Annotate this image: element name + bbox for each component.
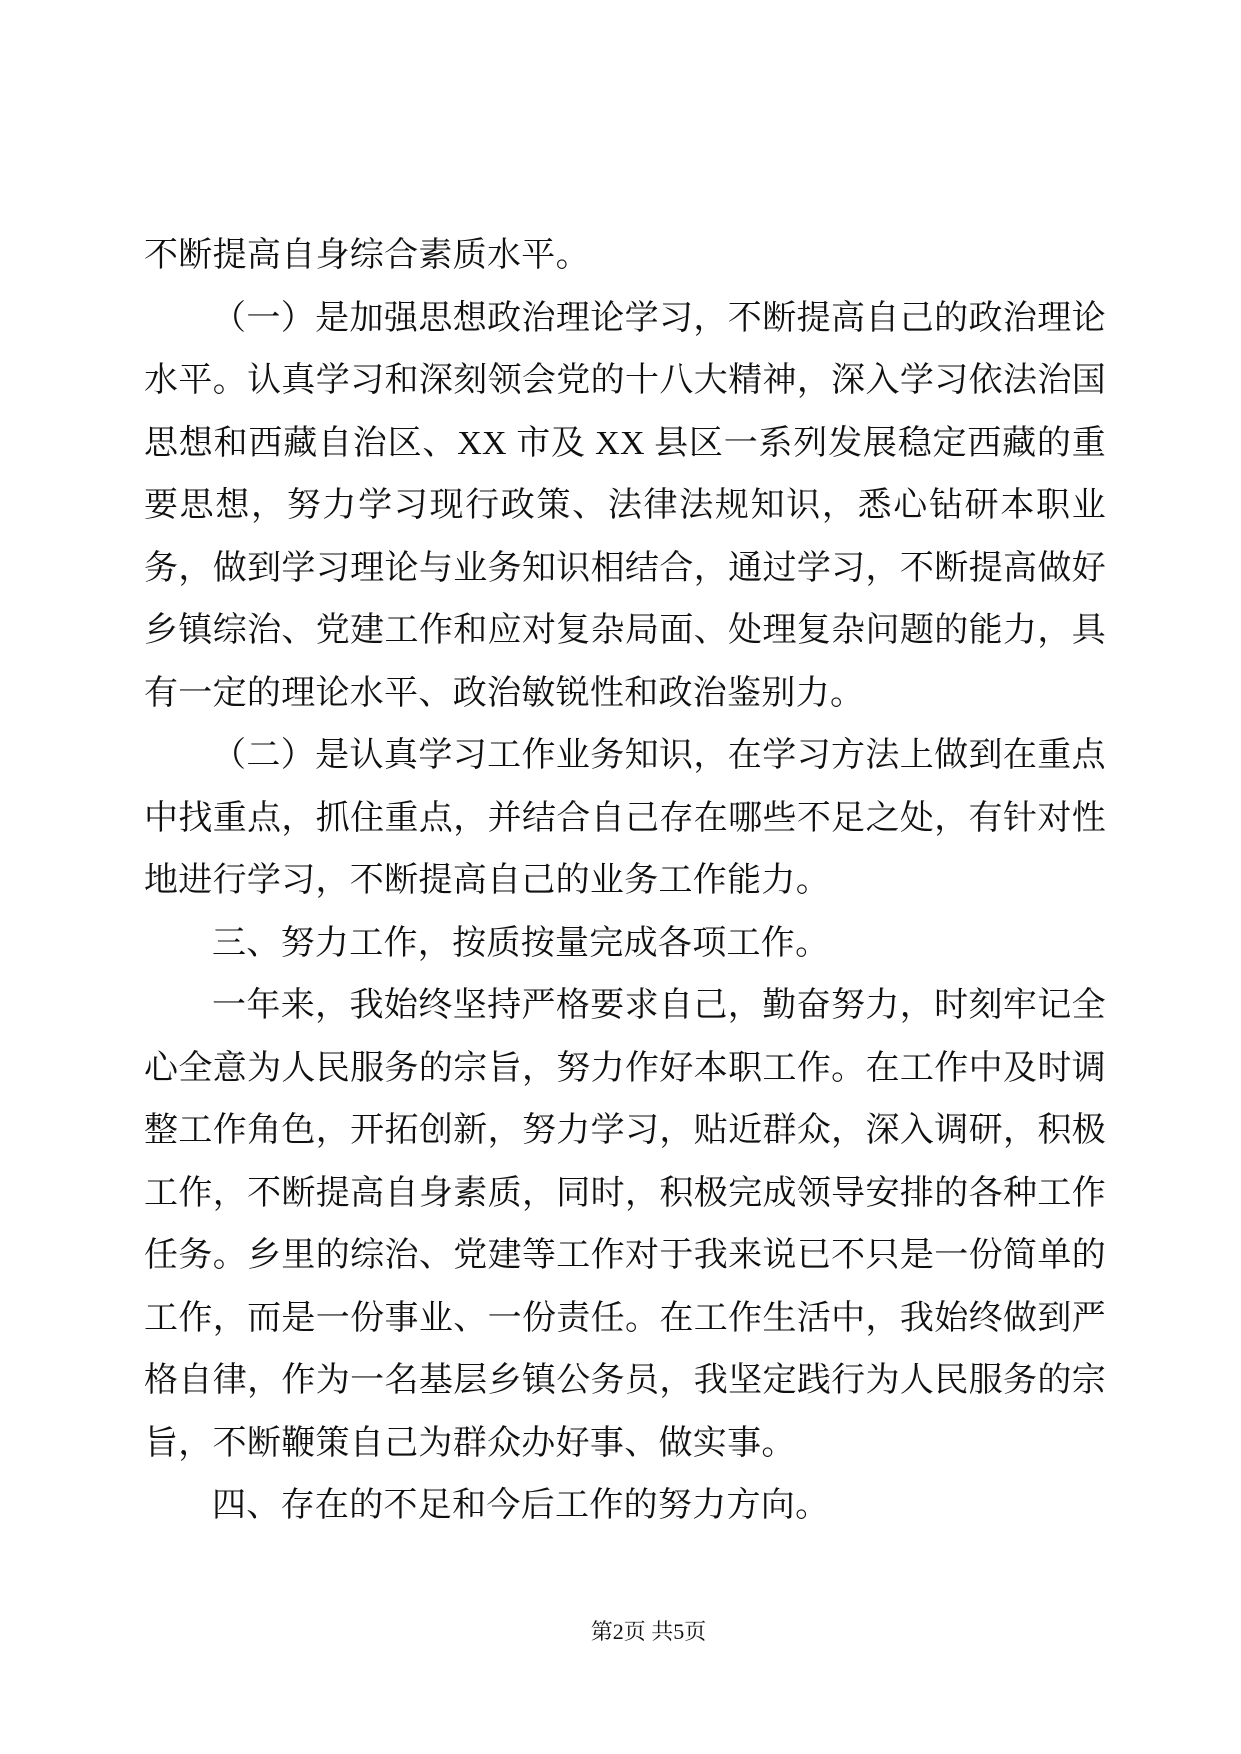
paragraph-section-one: （一）是加强思想政治理论学习，不断提高自己的政治理论水平。认真学习和深刻领会党的十八大精神，深入学习依法治国思想和西藏自治区、XX 市及 XX 县区一系列发展稳定西藏的重要思想，努力学习现行政策、法律法规知识，悉心钻研本职业务，做到学习理论与业务知识相结合，通过学习，不断提高做好乡镇综治、党建工作和应对复杂局面、处理复杂问题的能力，具有一定的理论水平、政治敏锐性和政治鉴别力。 [144,299,1106,712]
heading-section-four: 四、存在的不足和今后工作的努力方向。 [212,1487,830,1524]
paragraph-section-three-body: 一年来，我始终坚持严格要求自己，勤奋努力，时刻牢记全心全意为人民服务的宗旨，努力作好本职工作。在工作中及时调整工作角色，开拓创新，努力学习，贴近群众，深入调研，积极工作，不断提高自身素质，同时，积极完成领导安排的各种工作任务。乡里的综治、党建等工作对于我来说已不只是一份简单的工作，而是一份事业、一份责任。在工作生活中，我始终做到严格自律，作为一名基层乡镇公务员，我坚定践行为人民服务的宗旨，不断鞭策自己为群众办好事、做实事。 [144,987,1106,1462]
heading-section-three: 三、努力工作，按质按量完成各项工作。 [212,924,830,962]
paragraph-section-two: （二）是认真学习工作业务知识，在学习方法上做到在重点中找重点，抓住重点，并结合自己存在哪些不足之处，有针对性地进行学习，不断提高自己的业务工作能力。 [144,737,1106,899]
document-body [144,0,1106,1538]
paragraph-continuation: 不断提高自身综合素质水平。 [144,237,590,274]
page-number-footer: 第2页 共5页 [590,1619,707,1644]
